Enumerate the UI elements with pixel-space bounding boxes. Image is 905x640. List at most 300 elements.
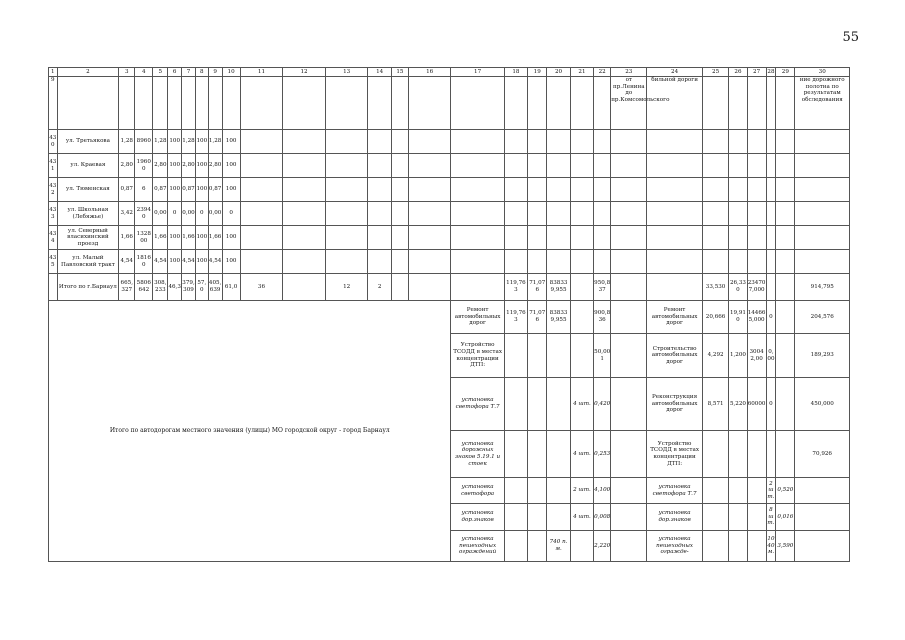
empty-cell — [776, 77, 795, 130]
table-cell: 71,076 — [528, 274, 547, 301]
empty-cell — [240, 130, 283, 154]
table-cell: ул. Тюменская — [57, 178, 119, 202]
table-cell: 900,836 — [594, 301, 611, 334]
empty-cell — [391, 226, 408, 250]
empty-cell — [729, 178, 747, 202]
empty-cell — [195, 77, 208, 130]
table-cell: 71,076 — [528, 301, 547, 334]
table-cell — [528, 431, 547, 478]
table-cell: 119,763 — [504, 301, 527, 334]
table-cell: 3,590 — [776, 531, 795, 562]
empty-cell — [611, 274, 647, 301]
table-cell: 11 — [240, 68, 283, 77]
table-cell: 14 — [368, 68, 391, 77]
table-cell: 740 п.м. — [547, 531, 570, 562]
table-cell: 24 — [647, 68, 702, 77]
empty-cell — [325, 250, 368, 274]
empty-cell — [729, 130, 747, 154]
empty-cell — [368, 226, 391, 250]
empty-cell — [776, 202, 795, 226]
table-cell: 18160 — [135, 250, 153, 274]
empty-cell — [795, 202, 850, 226]
empty-cell — [240, 178, 283, 202]
table-cell: 204,576 — [795, 301, 850, 334]
empty-cell — [766, 226, 776, 250]
table-cell: 0,87 — [153, 178, 168, 202]
table-cell: 950,837 — [594, 274, 611, 301]
table-cell — [776, 378, 795, 431]
table-cell — [504, 531, 527, 562]
table-cell: 57,0 — [195, 274, 208, 301]
table-cell: 2 шт. — [766, 478, 776, 504]
table-cell: 100 — [222, 154, 240, 178]
empty-cell — [766, 130, 776, 154]
empty-cell — [702, 130, 729, 154]
empty-cell — [647, 202, 702, 226]
table-cell: 0,008 — [594, 504, 611, 531]
table-cell: бильной дороги — [647, 77, 702, 130]
empty-cell — [766, 178, 776, 202]
empty-cell — [647, 274, 702, 301]
table-cell: 16 — [408, 68, 451, 77]
table-cell: ул. Школьная (Лебяжье) — [57, 202, 119, 226]
empty-cell — [795, 154, 850, 178]
table-cell: 132800 — [135, 226, 153, 250]
table-cell: 430 — [49, 130, 58, 154]
table-cell: Итого по г.Барнаул — [57, 274, 119, 301]
empty-cell — [766, 202, 776, 226]
table-cell: Устройство ТСОДД в местах концентрации ДТП: — [647, 431, 702, 478]
table-cell: 2,220 — [594, 531, 611, 562]
table-cell — [729, 504, 747, 531]
table-cell: установка дор.знаков — [647, 504, 702, 531]
table-cell — [547, 378, 570, 431]
empty-cell — [528, 154, 547, 178]
empty-cell — [729, 202, 747, 226]
table-cell: 8 — [195, 68, 208, 77]
table-cell: 8960 — [135, 130, 153, 154]
table-cell: 19600 — [135, 154, 153, 178]
empty-cell — [451, 274, 504, 301]
empty-cell — [611, 154, 647, 178]
table-cell: 1,28 — [208, 130, 222, 154]
table-cell: 12 — [283, 68, 326, 77]
table-cell: ул. Третьякова — [57, 130, 119, 154]
empty-cell — [570, 226, 593, 250]
empty-cell — [368, 154, 391, 178]
empty-cell — [240, 154, 283, 178]
table-cell: 1,66 — [153, 226, 168, 250]
empty-cell — [611, 250, 647, 274]
page-number: 55 — [842, 30, 859, 45]
empty-cell — [547, 202, 570, 226]
table-cell: 33,530 — [702, 274, 729, 301]
table-cell: 100 — [168, 178, 182, 202]
table-cell: 3,42 — [119, 202, 135, 226]
table-cell: 100 — [195, 154, 208, 178]
table-cell — [528, 504, 547, 531]
table-cell — [795, 531, 850, 562]
table-cell: 10 — [222, 68, 240, 77]
empty-cell — [594, 154, 611, 178]
empty-cell — [747, 226, 766, 250]
empty-cell — [729, 154, 747, 178]
empty-cell — [766, 274, 776, 301]
table-cell: 1,28 — [153, 130, 168, 154]
table-cell: 2 — [57, 68, 119, 77]
table-cell: 100 — [168, 226, 182, 250]
empty-cell — [57, 77, 119, 130]
table-cell: 26 — [729, 68, 747, 77]
empty-cell — [611, 178, 647, 202]
empty-cell — [570, 274, 593, 301]
table-cell: Ремонт автомобильных дорог — [647, 301, 702, 334]
table-row — [49, 250, 850, 274]
empty-cell — [528, 250, 547, 274]
table-cell — [702, 478, 729, 504]
empty-cell — [391, 202, 408, 226]
empty-cell — [391, 77, 408, 130]
table-cell: 665,327 — [119, 274, 135, 301]
empty-cell — [240, 250, 283, 274]
empty-cell — [647, 154, 702, 178]
empty-cell — [766, 250, 776, 274]
table-cell: 8 шт. — [766, 504, 776, 531]
table-row — [49, 130, 850, 154]
empty-cell — [451, 226, 504, 250]
table-cell: 13 — [325, 68, 368, 77]
empty-cell — [647, 226, 702, 250]
empty-cell — [747, 154, 766, 178]
table-cell: 4,292 — [702, 334, 729, 378]
table-cell — [570, 531, 593, 562]
empty-cell — [153, 77, 168, 130]
table-cell: 30 — [795, 68, 850, 77]
empty-cell — [408, 154, 451, 178]
total-row — [49, 274, 850, 301]
table-cell: 5 — [153, 68, 168, 77]
empty-cell — [766, 154, 776, 178]
empty-cell — [504, 77, 527, 130]
table-cell — [766, 431, 776, 478]
table-cell: 9 — [208, 68, 222, 77]
empty-cell — [49, 274, 58, 301]
table-cell: 15 — [391, 68, 408, 77]
table-cell: 0 — [195, 202, 208, 226]
table-cell: 0,253 — [594, 431, 611, 478]
table-cell: 0 — [766, 301, 776, 334]
empty-cell — [776, 154, 795, 178]
empty-cell — [702, 250, 729, 274]
table-cell: 2 шт. — [570, 478, 593, 504]
empty-cell — [611, 504, 647, 531]
empty-cell — [451, 202, 504, 226]
empty-cell — [594, 226, 611, 250]
empty-cell — [594, 77, 611, 130]
table-cell: 434 — [49, 226, 58, 250]
table-cell: 0,420 — [594, 378, 611, 431]
empty-cell — [570, 77, 593, 130]
empty-cell — [547, 226, 570, 250]
table-cell: 379,309 — [182, 274, 196, 301]
empty-cell — [504, 202, 527, 226]
summary-row — [49, 301, 850, 334]
table-cell: 5,220 — [729, 378, 747, 431]
table-cell: 189,293 — [795, 334, 850, 378]
table-cell: Итого по автодорогам местного значения (улицы) МО городской округ - город Барнаул — [49, 301, 451, 562]
empty-cell — [528, 226, 547, 250]
table-cell: 100 — [195, 250, 208, 274]
table-cell: установка светофора — [451, 478, 504, 504]
empty-cell — [325, 130, 368, 154]
table-cell: 100 — [222, 178, 240, 202]
table-cell — [547, 478, 570, 504]
empty-cell — [283, 202, 326, 226]
empty-cell — [776, 178, 795, 202]
table-cell — [547, 334, 570, 378]
empty-cell — [747, 77, 766, 130]
empty-cell — [408, 202, 451, 226]
table-cell: 100 — [222, 250, 240, 274]
table-cell: 1,66 — [182, 226, 196, 250]
table-cell — [528, 334, 547, 378]
table-cell — [729, 431, 747, 478]
table-cell: 308,233 — [153, 274, 168, 301]
empty-cell — [702, 154, 729, 178]
table-cell: 0 — [168, 202, 182, 226]
table-cell: 4 — [135, 68, 153, 77]
empty-cell — [283, 226, 326, 250]
table-cell — [795, 478, 850, 504]
table-cell: 100 — [195, 226, 208, 250]
empty-cell — [408, 130, 451, 154]
empty-cell — [547, 130, 570, 154]
table-cell: 100 — [222, 226, 240, 250]
empty-cell — [391, 130, 408, 154]
table-cell — [747, 531, 766, 562]
table-cell: 144665,000 — [747, 301, 766, 334]
empty-cell — [119, 77, 135, 130]
table-cell: 4,100 — [594, 478, 611, 504]
table-cell: 435 — [49, 250, 58, 274]
table-cell: 0,520 — [776, 478, 795, 504]
table-cell: 9 — [49, 77, 58, 130]
empty-cell — [504, 154, 527, 178]
table-cell — [528, 378, 547, 431]
empty-cell — [747, 202, 766, 226]
table-cell: 4,54 — [208, 250, 222, 274]
table-cell: 0 — [222, 202, 240, 226]
table-cell: 838339,955 — [547, 301, 570, 334]
empty-cell — [283, 274, 326, 301]
table-cell: 1,200 — [729, 334, 747, 378]
table-cell: 4,54 — [153, 250, 168, 274]
table-cell: 2 — [368, 274, 391, 301]
table-cell: 23 — [611, 68, 647, 77]
empty-cell — [702, 202, 729, 226]
empty-cell — [325, 226, 368, 250]
table-cell — [747, 431, 766, 478]
table-cell: 432 — [49, 178, 58, 202]
empty-cell — [283, 154, 326, 178]
empty-cell — [611, 378, 647, 431]
table-cell: 0,87 — [119, 178, 135, 202]
empty-cell — [611, 202, 647, 226]
table-cell: 1,66 — [208, 226, 222, 250]
table-cell: установка светофора Т.7 — [647, 478, 702, 504]
table-cell: 405,639 — [208, 274, 222, 301]
empty-cell — [729, 226, 747, 250]
table-cell: 21 — [570, 68, 593, 77]
table-cell: 433 — [49, 202, 58, 226]
table-cell — [702, 504, 729, 531]
table-cell — [747, 478, 766, 504]
table-cell — [504, 504, 527, 531]
empty-cell — [528, 178, 547, 202]
table-cell: 0,87 — [182, 178, 196, 202]
empty-cell — [391, 154, 408, 178]
table-cell: 0,00 — [766, 334, 776, 378]
table-cell — [528, 531, 547, 562]
empty-cell — [776, 130, 795, 154]
table-cell: Устройство ТСОДД в местах концентрации ДТП: — [451, 334, 504, 378]
empty-cell — [702, 226, 729, 250]
table-cell: 6 — [135, 178, 153, 202]
table-cell: 46,3 — [168, 274, 182, 301]
table-cell — [504, 334, 527, 378]
table-cell: 4 шт. — [570, 378, 593, 431]
empty-cell — [451, 130, 504, 154]
empty-cell — [208, 77, 222, 130]
table-cell: 1,66 — [119, 226, 135, 250]
empty-cell — [776, 274, 795, 301]
empty-cell — [611, 130, 647, 154]
table-cell: 100 — [195, 130, 208, 154]
empty-cell — [528, 130, 547, 154]
empty-cell — [240, 226, 283, 250]
empty-cell — [729, 77, 747, 130]
empty-cell — [240, 77, 283, 130]
empty-cell — [528, 202, 547, 226]
table-cell — [504, 478, 527, 504]
table-row — [49, 154, 850, 178]
table-cell: 100 — [168, 130, 182, 154]
table-cell: 2,80 — [208, 154, 222, 178]
empty-cell — [795, 130, 850, 154]
empty-cell — [391, 178, 408, 202]
empty-cell — [368, 77, 391, 130]
table-cell: 19,910 — [729, 301, 747, 334]
table-cell: 26,330 — [729, 274, 747, 301]
table-cell — [528, 478, 547, 504]
table-cell — [776, 301, 795, 334]
table-cell: ул. Северный власихинский проезд — [57, 226, 119, 250]
empty-cell — [451, 250, 504, 274]
empty-cell — [240, 202, 283, 226]
table-cell: ние дорожного полотна по результатам обследования — [795, 77, 850, 130]
empty-cell — [570, 178, 593, 202]
table-cell — [795, 504, 850, 531]
empty-cell — [222, 77, 240, 130]
table-cell: 431 — [49, 154, 58, 178]
table-cell: 100 — [168, 154, 182, 178]
table-cell: установка светофора Т.7 — [451, 378, 504, 431]
empty-cell — [391, 250, 408, 274]
table-cell: 60000 — [747, 378, 766, 431]
table-cell: установка пешеходных огражде- — [647, 531, 702, 562]
table-cell: 22 — [594, 68, 611, 77]
table-cell: Реконструкция автомобильных дорог — [647, 378, 702, 431]
table-cell: 20 — [547, 68, 570, 77]
empty-cell — [283, 178, 326, 202]
table-cell — [776, 431, 795, 478]
empty-cell — [408, 226, 451, 250]
empty-cell — [570, 154, 593, 178]
table-cell: 20,666 — [702, 301, 729, 334]
empty-cell — [408, 250, 451, 274]
empty-cell — [408, 178, 451, 202]
table-cell: 4,54 — [119, 250, 135, 274]
table-cell: 2,80 — [153, 154, 168, 178]
table-cell — [504, 378, 527, 431]
report-table — [48, 67, 850, 562]
table-cell: 50,001 — [594, 334, 611, 378]
empty-cell — [747, 250, 766, 274]
table-cell: 1040 м. — [766, 531, 776, 562]
table-cell — [702, 531, 729, 562]
table-cell: 12 — [325, 274, 368, 301]
empty-cell — [594, 202, 611, 226]
table-cell: 450,000 — [795, 378, 850, 431]
empty-cell — [647, 250, 702, 274]
empty-cell — [368, 250, 391, 274]
table-cell: 2,80 — [119, 154, 135, 178]
empty-cell — [702, 178, 729, 202]
table-cell: 0,00 — [153, 202, 168, 226]
table-cell — [702, 431, 729, 478]
table-cell: 18 — [504, 68, 527, 77]
empty-cell — [594, 250, 611, 274]
empty-cell — [766, 77, 776, 130]
empty-cell — [325, 154, 368, 178]
table-cell: 4 шт. — [570, 431, 593, 478]
table-cell: 234707,000 — [747, 274, 766, 301]
table-cell — [547, 431, 570, 478]
table-cell — [729, 478, 747, 504]
empty-cell — [368, 130, 391, 154]
empty-cell — [368, 202, 391, 226]
table-cell: 0,87 — [208, 178, 222, 202]
empty-cell — [325, 178, 368, 202]
table-cell: 36 — [240, 274, 283, 301]
table-cell: Строительство автомобильных дорог — [647, 334, 702, 378]
empty-cell — [547, 154, 570, 178]
table-cell — [504, 431, 527, 478]
table-cell: 27 — [747, 68, 766, 77]
table-cell: 7 — [182, 68, 196, 77]
empty-cell — [504, 130, 527, 154]
table-cell: ул. Краевая — [57, 154, 119, 178]
table-cell: Ремонт автомобильных дорог — [451, 301, 504, 334]
table-cell: 0,00 — [208, 202, 222, 226]
table-cell: 119,763 — [504, 274, 527, 301]
table-cell: 17 — [451, 68, 504, 77]
table-cell: 28 — [767, 68, 775, 75]
table-cell — [776, 334, 795, 378]
table-cell: 0 — [766, 378, 776, 431]
empty-cell — [776, 226, 795, 250]
table-cell: 30042,00 — [747, 334, 766, 378]
